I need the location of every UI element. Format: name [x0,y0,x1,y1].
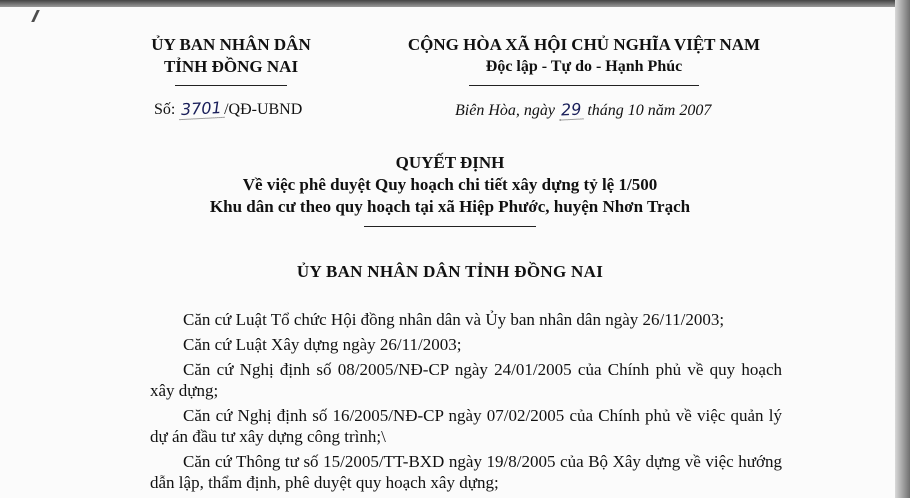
number-suffix: /QĐ-UBND [224,101,303,118]
decision-subject-line-1: Về việc phê duyệt Quy hoạch chi tiết xây dựng tỷ lệ 1/500 [242,175,658,194]
nation-name: CỘNG HÒA XÃ HỘI CHỦ NGHĨA VIỆT NAM [407,35,761,54]
nation-motto: Độc lập - Tự do - Hạnh Phúc [485,58,683,75]
agency-line-1: ỦY BAN NHÂN DÂN [151,35,311,54]
number-prefix: Số: [154,101,180,118]
handwritten-number: 3701 [179,98,225,120]
legal-basis-paragraph: Căn cứ Luật Tổ chức Hội đồng nhân dân và Ủy ban nhân dân ngày 26/11/2003; [183,310,725,329]
date-suffix: tháng 10 năm 2007 [583,102,712,119]
motto-underline [469,85,699,86]
document-number [154,99,302,119]
legal-basis-paragraph: Căn cứ Nghị định số 16/2005/NĐ-CP ngày 07/02/2005 của Chính phủ về việc quản lý dự án đầu tư xây dựng công trình;\ [150,406,782,446]
agency-underline [175,85,287,86]
date-prefix: Biên Hòa, ngày [455,102,559,119]
scan-mark [31,10,54,22]
agency-line-2: TỈNH ĐỒNG NAI [163,57,299,76]
national-header [398,34,770,86]
decision-subject-line-2: Khu dân cư theo quy hoạch tại xã Hiệp Phước, huyện Nhơn Trạch [209,197,691,216]
decision-title [140,152,760,227]
handwritten-day: 29 [558,99,583,120]
place-and-date [455,100,711,120]
issuing-agency [146,34,316,86]
scan-top-edge [0,0,895,7]
issuing-authority: ỦY BAN NHÂN DÂN TỈNH ĐỒNG NAI [296,262,604,281]
document-body [150,309,782,497]
legal-basis-paragraph: Căn cứ Luật Xây dựng ngày 26/11/2003; [183,335,462,354]
legal-basis-paragraph: Căn cứ Thông tư số 15/2005/TT-BXD ngày 19/8/2005 của Bộ Xây dựng về việc hướng dẫn lập, thẩm định, phê duyệt quy hoạch xây dựng; [150,452,782,492]
decision-heading: QUYẾT ĐỊNH [395,153,505,172]
title-underline [364,226,536,227]
legal-basis-paragraph: Căn cứ Nghị định số 08/2005/NĐ-CP ngày 24/01/2005 của Chính phủ về quy hoạch xây dựng; [150,360,782,400]
scan-right-edge [895,0,910,498]
